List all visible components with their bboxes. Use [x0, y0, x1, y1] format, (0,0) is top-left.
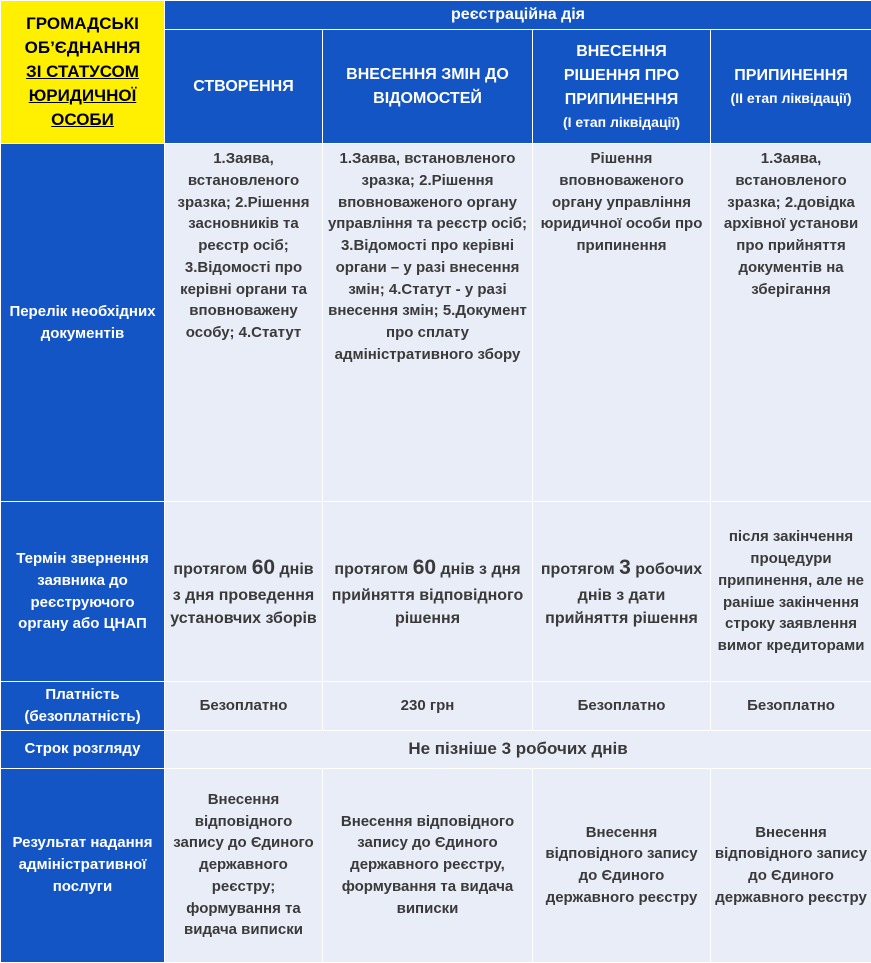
corner-title-line2: ОБ’ЄДНАННЯ: [4, 36, 161, 60]
cell-fee-termination: Безоплатно: [711, 682, 871, 731]
cell-review-value: Не пізніше 3 робочих днів: [165, 730, 871, 768]
term-number: 60: [252, 556, 275, 579]
term-text-pre: протягом: [173, 561, 251, 578]
cell-result-creation: Внесення відповідного запису до Єдиного державного реєстру; формування та видача виписки: [165, 768, 323, 962]
row-label-fee: Платність (безоплатність): [1, 682, 165, 731]
corner-title-cell: [1, 1, 165, 144]
column-header-termination: [711, 30, 871, 144]
column-header-title: ВНЕСЕННЯ ЗМІН ДО ВІДОМОСТЕЙ: [326, 63, 529, 111]
term-text-post: робочих днів з дати прийняття рішення: [545, 561, 702, 627]
cell-fee-termination-decision: Безоплатно: [533, 682, 711, 731]
cell-term-creation: [165, 502, 323, 682]
column-header-creation: [165, 30, 323, 144]
cell-documents-termination-decision: Рішення вповноваженого органу управління юридичної особи про припинення: [533, 144, 711, 502]
row-label-review: Строк розгляду: [1, 730, 165, 768]
term-text-pre: протягом: [334, 561, 412, 578]
cell-term-changes: [323, 502, 533, 682]
corner-title-line4: ЮРИДИЧНОЇ: [4, 84, 161, 108]
column-header-title: СТВОРЕННЯ: [168, 75, 319, 99]
column-header-title: ВНЕСЕННЯ РІШЕННЯ ПРО ПРИПИНЕННЯ: [536, 40, 707, 112]
cell-result-termination: Внесення відповідного запису до Єдиного державного реєстру: [711, 768, 871, 962]
row-label-term: Термін звернення заявника до реєструючого органу або ЦНАП: [1, 502, 165, 682]
cell-fee-creation: Безоплатно: [165, 682, 323, 731]
corner-title-line5: ОСОБИ: [4, 108, 161, 132]
row-documents: [1, 144, 871, 502]
row-result: [1, 768, 871, 962]
corner-title-line1: ГРОМАДСЬКІ: [4, 12, 161, 36]
cell-fee-changes: 230 грн: [323, 682, 533, 731]
term-text-post: днів з дня проведення установчих зборів: [170, 561, 317, 627]
row-label-documents: Перелік необхідних документів: [1, 144, 165, 502]
cell-term-termination-decision: [533, 502, 711, 682]
row-fee: [1, 682, 871, 731]
header-row-group: [1, 1, 871, 30]
column-header-title: ПРИПИНЕННЯ: [714, 64, 868, 88]
row-label-result: Результат надання адміністративної послуги: [1, 768, 165, 962]
cell-documents-termination: 1.Заява, встановленого зразка; 2.довідка архівної установи про прийняття документів на зберігання: [711, 144, 871, 502]
cell-result-changes: Внесення відповідного запису до Єдиного державного реєстру, формування та видача виписки: [323, 768, 533, 962]
column-header-changes: [323, 30, 533, 144]
cell-documents-creation: 1.Заява, встановленого зразка; 2.Рішення засновників та реєстр осіб; 3.Відомості про керівні органи та вповноважену особу; 4.Статут: [165, 144, 323, 502]
cell-documents-changes: 1.Заява, встановленого зразка; 2.Рішення вповноваженого органу управління та реєстр осіб; 3.Відомості про керівні органи – у разі внесення змін; 4.Статут - у разі внесення змін; 5.Документ про сплату адміністративного збору: [323, 144, 533, 502]
cell-term-termination: після закінчення процедури припинення, але не раніше закінчення строку заявлення вимог кредиторами: [711, 502, 871, 682]
cell-result-termination-decision: Внесення відповідного запису до Єдиного державного реєстру: [533, 768, 711, 962]
term-text-pre: протягом: [541, 561, 619, 578]
row-review: [1, 730, 871, 768]
column-header-subtitle: (І етап ліквідації): [536, 112, 707, 133]
term-text-post: днів з дня прийняття відповідного рішення: [332, 561, 524, 627]
corner-title-line3: ЗІ СТАТУСОМ: [4, 60, 161, 84]
row-term: [1, 502, 871, 682]
term-number: 60: [413, 556, 436, 579]
term-number: 3: [619, 556, 631, 579]
column-header-subtitle: (ІІ етап ліквідації): [714, 88, 868, 109]
group-header-registration-action: реєстраційна дія: [165, 1, 871, 30]
column-header-termination-decision: [533, 30, 711, 144]
